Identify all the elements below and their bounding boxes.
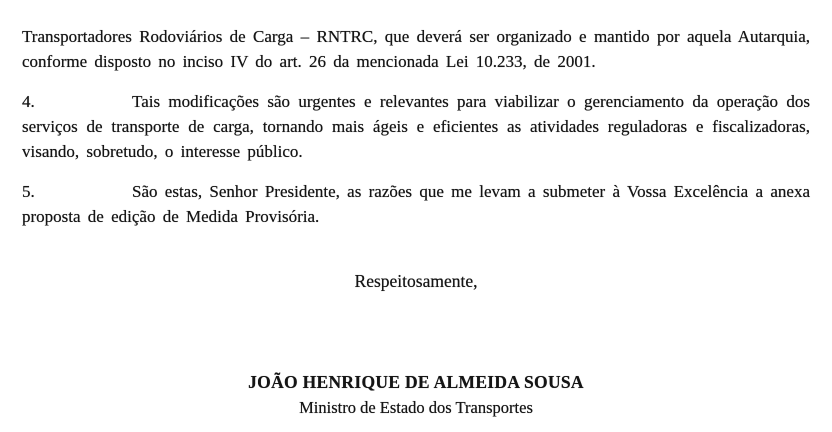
paragraph-5 [22,179,810,229]
signature-block [22,370,810,420]
signatory-name: JOÃO HENRIQUE DE ALMEIDA SOUSA [248,372,584,392]
paragraph-number: 5. [22,182,35,201]
paragraph-text: São estas, Senhor Presidente, as razões que me levam a submeter à Vossa Excelência a anexa proposta de edição de Medida Provisória. [22,182,810,226]
paragraph-text: Tais modificações são urgentes e relevantes para viabilizar o gerenciamento da operação dos serviços de transporte de carga, tornando mais ágeis e eficientes as atividades reguladoras e fiscalizadoras, visando, sobretudo, o interesse público. [22,92,810,161]
paragraph-text: Transportadores Rodoviários de Carga – RNTRC, que deverá ser organizado e mantido por aquela Autarquia, conforme disposto no inciso IV do art. 26 da mencionada Lei 10.233, de 2001. [22,27,810,71]
signatory-title: Ministro de Estado dos Transportes [299,398,533,417]
paragraph-continuation [22,24,810,74]
paragraph-4 [22,89,810,164]
closing-salutation: Respeitosamente, [354,271,478,291]
paragraph-number: 4. [22,92,35,111]
